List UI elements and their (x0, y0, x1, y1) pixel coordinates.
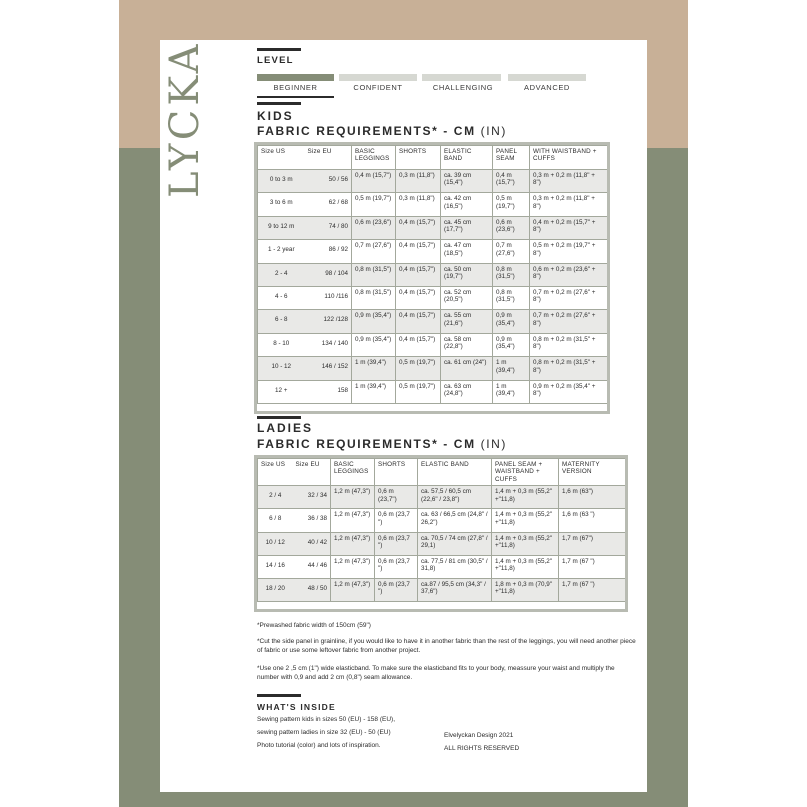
kids-table-cell: 86 / 92 (305, 240, 352, 263)
kids-table-cell: 0,9 m (35,4") (493, 333, 530, 356)
kids-table-cell: 8 - 10 (258, 333, 305, 356)
ladies-header-cell: PANEL SEAM + WAISTBAND + CUFFS (492, 459, 559, 486)
ladies-table-cell: 32 / 34 (293, 486, 331, 509)
rights-reserved: ALL RIGHTS RESERVED (444, 745, 520, 752)
kids-table-cell: 10 - 12 (258, 357, 305, 380)
kids-table-cell: 0,4 m (15,7") (352, 170, 396, 193)
kids-table-cell: 0,5 m (19,7") (396, 380, 441, 403)
ladies-header-cell: SHORTS (375, 459, 418, 486)
kids-table-cell: ca. 47 cm (18,5") (441, 240, 493, 263)
kids-header-cell: ELASTIC BAND (441, 146, 493, 170)
ladies-table-cell: 1,8 m + 0,3 m (70,9" +"11,8) (492, 578, 559, 601)
ladies-table-cell: 0,6 m (23,7 ") (375, 532, 418, 555)
kids-table-cell: 98 / 104 (305, 263, 352, 286)
level-bar-confident (339, 74, 417, 81)
ladies-table-cell: 48 / 50 (293, 578, 331, 601)
ladies-table-cell: 1,2 m (47,3") (331, 555, 375, 578)
kids-header-cell: BASIC LEGGINGS (352, 146, 396, 170)
kids-table-cell: 1 m (39,4") (493, 380, 530, 403)
ladies-table-cell: 1,2 m (47,3") (331, 509, 375, 532)
ladies-table-cell: ca. 57,5 / 60,5 cm (22,6" / 23,8") (418, 486, 492, 509)
kids-table-cell: 0,7 m (27,6") (352, 240, 396, 263)
kids-table-cell: 4 - 6 (258, 286, 305, 309)
ladies-header-cell: BASIC LEGGINGS (331, 459, 375, 486)
ladies-table-cell: 36 / 38 (293, 509, 331, 532)
kids-table-row (258, 380, 608, 403)
ladies-subtitle (257, 437, 507, 451)
kids-table-cell: 0,6 m (23,6") (352, 216, 396, 239)
kids-table-cell: 0,5 m + 0,2 m (19,7" + 8") (530, 240, 608, 263)
kids-table-cell: 0,9 m (35,4") (352, 333, 396, 356)
kids-table-cell: 0,6 m (23,6") (493, 216, 530, 239)
level-label-confident: CONFIDENT (353, 83, 403, 92)
kids-table-cell: 0,5 m (19,7") (396, 357, 441, 380)
ladies-table-cell: 40 / 42 (293, 532, 331, 555)
designer-credit: Elvelyckan Design 2021 (444, 732, 514, 739)
level-bar-challenging (422, 74, 501, 81)
kids-table-cell: ca. 55 cm (21,6") (441, 310, 493, 333)
level-label-advanced: ADVANCED (524, 83, 570, 92)
kids-table-cell: 0,5 m (19,7") (352, 193, 396, 216)
ladies-header-cell: Size EU (293, 459, 331, 486)
kids-table-cell: 0,3 m + 0,2 m (11,8" + 8") (530, 193, 608, 216)
ladies-table-row (258, 509, 626, 532)
kids-table-cell: 0,4 m (15,7") (493, 170, 530, 193)
kids-table-cell: 0,6 m + 0,2 m (23,6" + 8") (530, 263, 608, 286)
ladies-table-cell: 0,6 m (23,7 ") (375, 578, 418, 601)
ladies-table-cell: 1,2 m (47,3") (331, 578, 375, 601)
kids-table-row (258, 263, 608, 286)
kids-header-cell: WITH WAISTBAND + CUFFS (530, 146, 608, 170)
kids-table-cell: ca. 63 cm (24,8") (441, 380, 493, 403)
pattern-info-sheet (160, 40, 647, 792)
kids-subtitle-unit: (IN) (480, 124, 508, 138)
level-label-challenging: CHALLENGING (432, 83, 494, 92)
kids-table-cell: 0,3 m (11,8") (396, 193, 441, 216)
kids-table-cell: 1 m (39,4") (352, 380, 396, 403)
kids-header-cell: SHORTS (396, 146, 441, 170)
kids-table-cell: 0,8 m + 0,2 m (31,5" + 8") (530, 357, 608, 380)
ladies-table-cell: 14 / 16 (258, 555, 293, 578)
note-fabric-width: *Prewashed fabric width of 150cm (59") (257, 622, 371, 629)
kids-table-cell: ca. 52 cm (20,5") (441, 286, 493, 309)
level-selected-underline (257, 96, 334, 98)
kids-table-cell: ca. 61 cm (24") (441, 357, 493, 380)
kids-table-cell: 0,4 m (15,7") (396, 310, 441, 333)
level-rule (257, 48, 301, 51)
ladies-subtitle-text: FABRIC REQUIREMENTS* - CM (257, 437, 476, 451)
kids-fabric-table (257, 145, 608, 404)
ladies-table-row (258, 555, 626, 578)
kids-table-cell: 0,4 m (15,7") (396, 286, 441, 309)
ladies-table-cell: ca. 63 / 66,5 cm (24,8" / 26,2") (418, 509, 492, 532)
kids-subtitle (257, 124, 507, 138)
kids-table-cell: 0,9 m (35,4") (352, 310, 396, 333)
ladies-table-cell: ca.87 / 95,5 cm (34,3" / 37,6") (418, 578, 492, 601)
ladies-table-cell: 1,7 m (67 ") (559, 555, 626, 578)
kids-table-cell: 158 (305, 380, 352, 403)
ladies-header-cell: Size US (258, 459, 293, 486)
kids-table-cell: 0,8 m (31,5") (352, 286, 396, 309)
ladies-table-cell: 1,6 m (63 ") (559, 509, 626, 532)
kids-header-cell: PANEL SEAM (493, 146, 530, 170)
kids-table-cell: 0,8 m (31,5") (493, 286, 530, 309)
kids-table-cell: 1 - 2 year (258, 240, 305, 263)
level-bar-beginner (257, 74, 334, 81)
kids-header-cell: Size EU (305, 146, 352, 170)
kids-table-cell: 0,7 m (27,6") (493, 240, 530, 263)
kids-table-cell: 0,5 m (19,7") (493, 193, 530, 216)
kids-table-cell: 62 / 68 (305, 193, 352, 216)
ladies-table-row (258, 532, 626, 555)
ladies-table-cell: 1,2 m (47,3") (331, 486, 375, 509)
kids-table-cell: ca. 39 cm (15,4") (441, 170, 493, 193)
kids-table-cell: 0,3 m + 0,2 m (11,8" + 8") (530, 170, 608, 193)
kids-table-cell: 146 / 152 (305, 357, 352, 380)
kids-table-cell: 0,4 m (15,7") (396, 263, 441, 286)
kids-table-row (258, 193, 608, 216)
kids-table-cell: 0,9 m (35,4") (493, 310, 530, 333)
ladies-fabric-table (257, 458, 626, 602)
ladies-table-cell: 1,4 m + 0,3 m (55,2" +"11,8) (492, 532, 559, 555)
whats-inside-title: WHAT'S INSIDE (257, 702, 336, 712)
kids-table-cell: 6 - 8 (258, 310, 305, 333)
kids-table-cell: 1 m (39,4") (493, 357, 530, 380)
kids-table-cell: 0,7 m + 0,2 m (27,6" + 8") (530, 286, 608, 309)
kids-subtitle-text: FABRIC REQUIREMENTS* - CM (257, 124, 476, 138)
kids-table-row (258, 333, 608, 356)
kids-table-cell: 12 + (258, 380, 305, 403)
whats-inside-rule (257, 694, 301, 697)
kids-table-cell: 0,8 m (31,5") (493, 263, 530, 286)
ladies-table-row (258, 578, 626, 601)
ladies-header-cell: ELASTIC BAND (418, 459, 492, 486)
kids-table-cell: 0,8 m (31,5") (352, 263, 396, 286)
whats-inside-line: sewing pattern ladies in size 32 (EU) - 50 (EU) (257, 729, 391, 736)
ladies-table-cell: ca. 70,5 / 74 cm (27,8" / 29,1) (418, 532, 492, 555)
whats-inside-line: Sewing pattern kids in sizes 50 (EU) - 158 (EU), (257, 716, 395, 723)
kids-table-row (258, 240, 608, 263)
ladies-table-cell: 0,6 m (23,7") (375, 486, 418, 509)
ladies-table-cell: 1,7 m (67") (559, 532, 626, 555)
kids-table-cell: 50 / 56 (305, 170, 352, 193)
ladies-table-cell: 0,6 m (23,7 ") (375, 509, 418, 532)
ladies-table-cell: ca. 77,5 / 81 cm (30,5" / 31,8) (418, 555, 492, 578)
kids-table-cell: ca. 58 cm (22,8") (441, 333, 493, 356)
brand-title: LYCKA (162, 40, 208, 198)
kids-table-cell: 0,4 m (15,7") (396, 240, 441, 263)
kids-table-cell: 0,7 m + 0,2 m (27,6" + 8") (530, 310, 608, 333)
kids-table-cell: 122 /128 (305, 310, 352, 333)
kids-table-cell: 0,4 m (15,7") (396, 216, 441, 239)
kids-table-cell: ca. 45 cm (17,7") (441, 216, 493, 239)
ladies-table-cell: 0,6 m (23,7 ") (375, 555, 418, 578)
ladies-table-cell: 1,7 m (67 ") (559, 578, 626, 601)
ladies-title: LADIES (257, 421, 314, 435)
level-title: LEVEL (257, 55, 294, 66)
kids-header-cell: Size US (258, 146, 305, 170)
ladies-table-cell: 1,4 m + 0,3 m (55,2" +"11,8) (492, 555, 559, 578)
ladies-subtitle-unit: (IN) (480, 437, 508, 451)
kids-table-cell: 0,4 m + 0,2 m (15,7" + 8") (530, 216, 608, 239)
kids-table-cell: 1 m (39,4") (352, 357, 396, 380)
kids-table-row (258, 357, 608, 380)
kids-table-row (258, 310, 608, 333)
level-bar-advanced (508, 74, 586, 81)
kids-table-row (258, 170, 608, 193)
kids-table-cell: 0,8 m + 0,2 m (31,5" + 8") (530, 333, 608, 356)
kids-rule (257, 102, 301, 105)
ladies-table-cell: 1,4 m + 0,3 m (55,2" +"11,8) (492, 486, 559, 509)
ladies-table-cell: 1,4 m + 0,3 m (55,2" +"11,8) (492, 509, 559, 532)
ladies-table-cell: 1,6 m (63") (559, 486, 626, 509)
kids-table-cell: ca. 50 cm (19,7") (441, 263, 493, 286)
kids-table-cell: 134 / 140 (305, 333, 352, 356)
kids-table-cell: 74 / 80 (305, 216, 352, 239)
kids-table-cell: ca. 42 cm (16,5") (441, 193, 493, 216)
kids-table-cell: 3 to 6 m (258, 193, 305, 216)
ladies-table-cell: 2 / 4 (258, 486, 293, 509)
ladies-table-cell: 6 / 8 (258, 509, 293, 532)
ladies-table-cell: 10 / 12 (258, 532, 293, 555)
ladies-table-cell: 18 / 20 (258, 578, 293, 601)
level-label-beginner: BEGINNER (273, 83, 318, 92)
kids-table-cell: 0,9 m + 0,2 m (35,4" + 8") (530, 380, 608, 403)
note-elasticband: *Use one 2 ,5 cm (1") wide elasticband. To make sure the elasticband fits to your body, meassure your waist and multiply the number with 0,9 and add 2 cm (0,8") seam allowance. (257, 665, 615, 681)
kids-title: KIDS (257, 109, 294, 123)
ladies-header-cell: MATERNITY VERSION (559, 459, 626, 486)
note-side-panel: *Cut the side panel in grainline, if you would like to have it in another fabric than the rest of the leggings, you will need another piece of fabric or use some leftover fabric from another project. (257, 638, 636, 654)
ladies-table-row (258, 486, 626, 509)
whats-inside-line: Photo tutorial (color) and lots of inspiration. (257, 742, 381, 749)
kids-table-row (258, 286, 608, 309)
kids-table-cell: 0,4 m (15,7") (396, 333, 441, 356)
kids-table-cell: 0 to 3 m (258, 170, 305, 193)
kids-table-row (258, 216, 608, 239)
ladies-rule (257, 416, 301, 419)
ladies-table-cell: 1,2 m (47,3") (331, 532, 375, 555)
kids-table-cell: 110 /116 (305, 286, 352, 309)
kids-table-cell: 0,3 m (11,8") (396, 170, 441, 193)
kids-table-cell: 9 to 12 m (258, 216, 305, 239)
ladies-table-cell: 44 / 46 (293, 555, 331, 578)
kids-table-cell: 2 - 4 (258, 263, 305, 286)
